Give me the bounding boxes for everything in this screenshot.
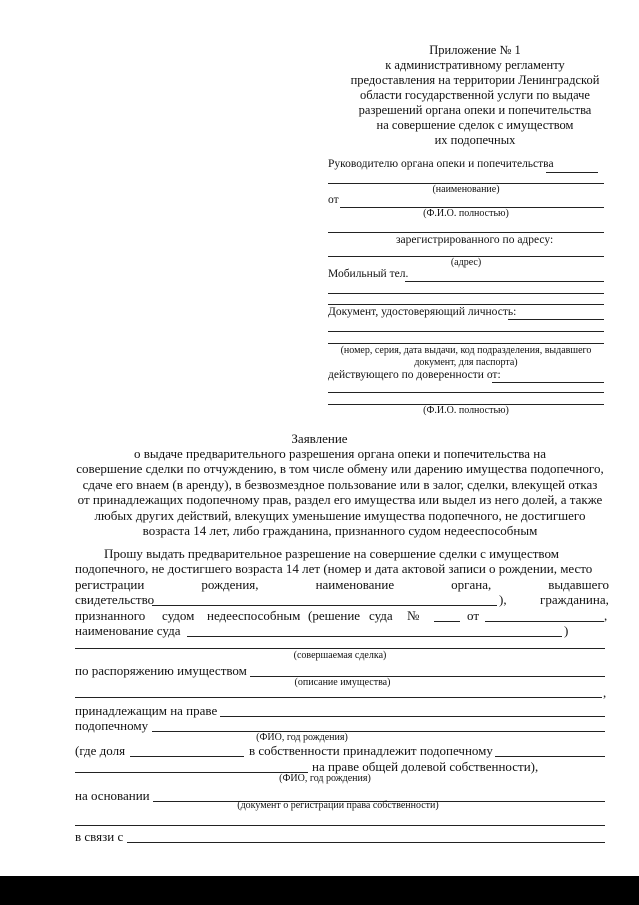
word: органа, <box>451 577 492 592</box>
fill-line <box>508 319 604 320</box>
appendix-line: к административному регламенту <box>385 58 565 72</box>
right-label: принадлежащим на праве <box>75 703 218 718</box>
registered-label: зарегистрированного по адресу: <box>396 234 554 246</box>
fill-line <box>328 232 604 233</box>
word: суда <box>369 608 393 623</box>
addressee-head: Руководителю органа опеки и попечительства <box>328 158 554 170</box>
fill-line <box>75 648 605 649</box>
fill-line <box>328 392 604 393</box>
fill-line <box>127 842 605 843</box>
appendix-header <box>325 43 625 148</box>
fill-line <box>75 825 605 826</box>
caption-registration: (документ о регистрации права собственности) <box>237 800 439 811</box>
caption-doc-1: (номер, серия, дата выдачи, код подразделения, выдавшего <box>340 345 592 356</box>
caption-address: (адрес) <box>450 257 482 268</box>
word: выдавшего <box>548 577 609 592</box>
word: наименование <box>315 577 395 592</box>
bracket-close: ) <box>564 623 569 638</box>
statement-line: сдаче его внаем (в аренду), в безвозмездное пользование или в залог, сделки, влекущей отказ <box>82 476 598 492</box>
statement-subject <box>70 446 610 538</box>
statement-title: Заявление <box>291 431 348 446</box>
number-sign: № <box>407 608 420 623</box>
statement-line: возраста 14 лет, либо гражданина, признанного судом недееспособным <box>142 523 538 539</box>
order-label: по распоряжению имуществом <box>75 663 247 678</box>
fill-line <box>328 331 604 332</box>
word: рождения, <box>201 577 259 592</box>
share-text-2: на праве общей долевой собственности), <box>312 759 539 774</box>
share-label: (где доля <box>75 743 126 758</box>
body-line-2: подопечного, не достигшего возраста 14 лет (номер и дата актовой записи о рождении, место <box>75 561 593 576</box>
bracket-close: ), <box>499 592 507 607</box>
statement-line: любых других действий, влекущих уменьшение имущества подопечного, не достигшего <box>94 507 586 523</box>
fill-line <box>328 293 604 294</box>
appendix-line: предоставления на территории Ленинградской <box>350 73 600 87</box>
word: судом <box>162 608 195 623</box>
fill-line <box>220 716 605 717</box>
word: недееспособным <box>207 608 301 623</box>
caption-deal: (совершаемая сделка) <box>293 650 387 661</box>
caption-doc-2: документ, для паспорта) <box>414 357 518 368</box>
body-line-3 <box>75 577 609 593</box>
word: (решение <box>308 608 361 623</box>
certificate-label: свидетельство <box>75 592 155 607</box>
caption-fio-dob: (ФИО, год рождения) <box>256 732 348 743</box>
fill-line <box>152 605 497 606</box>
citizen-label: гражданина, <box>540 592 609 607</box>
basis-label: на основании <box>75 788 150 803</box>
fill-line <box>495 756 605 757</box>
statement-line: от принадлежащих подопечному прав, раздел его имущества или выдел из него долей, а также <box>77 492 603 508</box>
word: регистрации <box>75 577 145 592</box>
statement-line: о выдаче предварительного разрешения органа опеки и попечительства на <box>133 446 546 461</box>
fill-line <box>328 343 604 344</box>
caption-fio-dob-2: (ФИО, год рождения) <box>279 773 371 784</box>
comma: , <box>603 685 607 700</box>
fill-line <box>434 621 460 622</box>
fill-line <box>130 756 244 757</box>
fill-line <box>328 304 604 305</box>
fill-line <box>187 636 562 637</box>
scan-edge <box>0 876 639 905</box>
caption-fio-2: (Ф.И.О. полностью) <box>423 405 509 416</box>
proxy-label: действующего по доверенности от: <box>328 369 501 381</box>
fill-line <box>492 382 604 383</box>
fill-line <box>405 281 604 282</box>
caption-fio: (Ф.И.О. полностью) <box>423 208 509 219</box>
ward-label: подопечному <box>75 718 149 733</box>
fill-line <box>485 621 604 622</box>
word: от <box>467 608 480 623</box>
appendix-line: разрешений органа опеки и попечительства <box>358 103 592 117</box>
document-label: Документ, удостоверяющий личность: <box>328 306 517 318</box>
caption-property: (описание имущества) <box>294 677 391 688</box>
statement-line: совершение сделки по отчуждению, в том числе обмену или дарению имущества подопечного, <box>76 461 604 477</box>
caption-name: (наименование) <box>432 184 500 195</box>
appendix-line: на совершение сделок с имуществом <box>376 118 574 132</box>
reason-label: в связи с <box>75 829 124 844</box>
fill-line <box>546 172 598 173</box>
appendix-line: области государственной услуги по выдаче <box>360 88 590 102</box>
comma: , <box>604 608 608 623</box>
court-label: наименование суда <box>75 623 181 638</box>
from-label: от <box>328 194 339 206</box>
share-text: в собственности принадлежит подопечному <box>249 743 493 758</box>
word: признанного <box>75 608 146 623</box>
fill-line <box>75 697 602 698</box>
body-line-1: Прошу выдать предварительное разрешение на совершение сделки с имуществом <box>104 546 559 561</box>
appendix-number: Приложение № 1 <box>429 43 521 57</box>
appendix-line: их подопечных <box>434 133 516 147</box>
mobile-label: Мобильный тел. <box>328 268 409 280</box>
